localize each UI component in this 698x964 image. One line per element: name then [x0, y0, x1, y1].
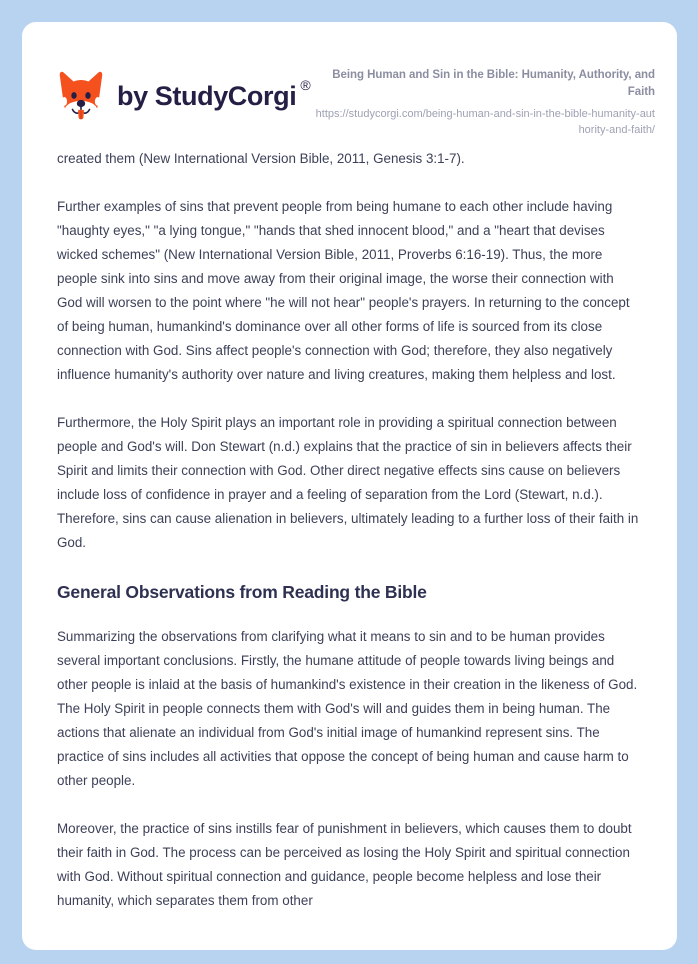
document-title: Being Human and Sin in the Bible: Humanity, Authority, and Faith: [332, 69, 655, 98]
document-header: [22, 22, 677, 147]
paragraph: Summarizing the observations from clarifying what it means to sin and to be human provides several important conclusions. Firstly, the humane attitude of people towards living beings and other people is inlaid at the basis of humankind's existence in their creation in the likeness of God. The Holy Spirit in people connects them with God's will and guides them in being human. The actions that alienate an individual from God's initial image of humankind represent sins. The practice of sins includes all activities that oppose the concept of being human and cause harm to other people.: [57, 629, 638, 788]
brand-logo-block: [58, 70, 310, 122]
brand-wordmark-text: by StudyCorgi: [117, 80, 297, 111]
paragraph: Further examples of sins that prevent people from being humane to each other include having "haughty eyes," "a lying tongue," "hands that shed innocent blood," and a "heart that devises wicked schemes" (New International Version Bible, 2011, Proverbs 6:16-19). Thus, the more people sink into sins and move away from their original image, the worse their connection with God will worsen to the point where "he will not hear" people's prayers. In returning to the concept of being human, humankind's dominance over all other forms of life is sourced from its close connection with God. Sins affect people's connection with God; therefore, they also negatively influence humanity's authority over nature and living creatures, making them helpless and lost.: [57, 199, 630, 382]
registered-trademark-icon: ®: [300, 76, 311, 93]
paragraph: Moreover, the practice of sins instills fear of punishment in believers, which causes them to doubt their faith in God. The process can be perceived as losing the Holy Spirit and spiritual connection with God. Without spiritual connection and guidance, people become helpless and lose their humanity, which separates them from other: [57, 821, 632, 908]
document-source-url[interactable]: https://studycorgi.com/being-human-and-sin-in-the-bible-humanity-authority-and-faith/: [315, 108, 655, 137]
document-body: [22, 147, 677, 913]
section-heading: General Observations from Reading the Bible: [57, 582, 427, 602]
paragraph: Furthermore, the Holy Spirit plays an important role in providing a spiritual connection between people and God's will. Don Stewart (n.d.) explains that the practice of sin in believers affects their Spirit and limits their connection with God. Other direct negative effects sins cause on believers include loss of confidence in prayer and a feeling of separation from the Lord (Stewart, n.d.). Therefore, sins can cause alienation in believers, ultimately leading to a further loss of their faith in God.: [57, 415, 639, 550]
brand-wordmark: [117, 76, 311, 111]
document-paper: [22, 22, 677, 950]
corgi-logo-icon: [58, 70, 104, 122]
header-meta-block: [315, 67, 655, 139]
paragraph: created them (New International Version Bible, 2011, Genesis 3:1-7).: [57, 151, 465, 166]
